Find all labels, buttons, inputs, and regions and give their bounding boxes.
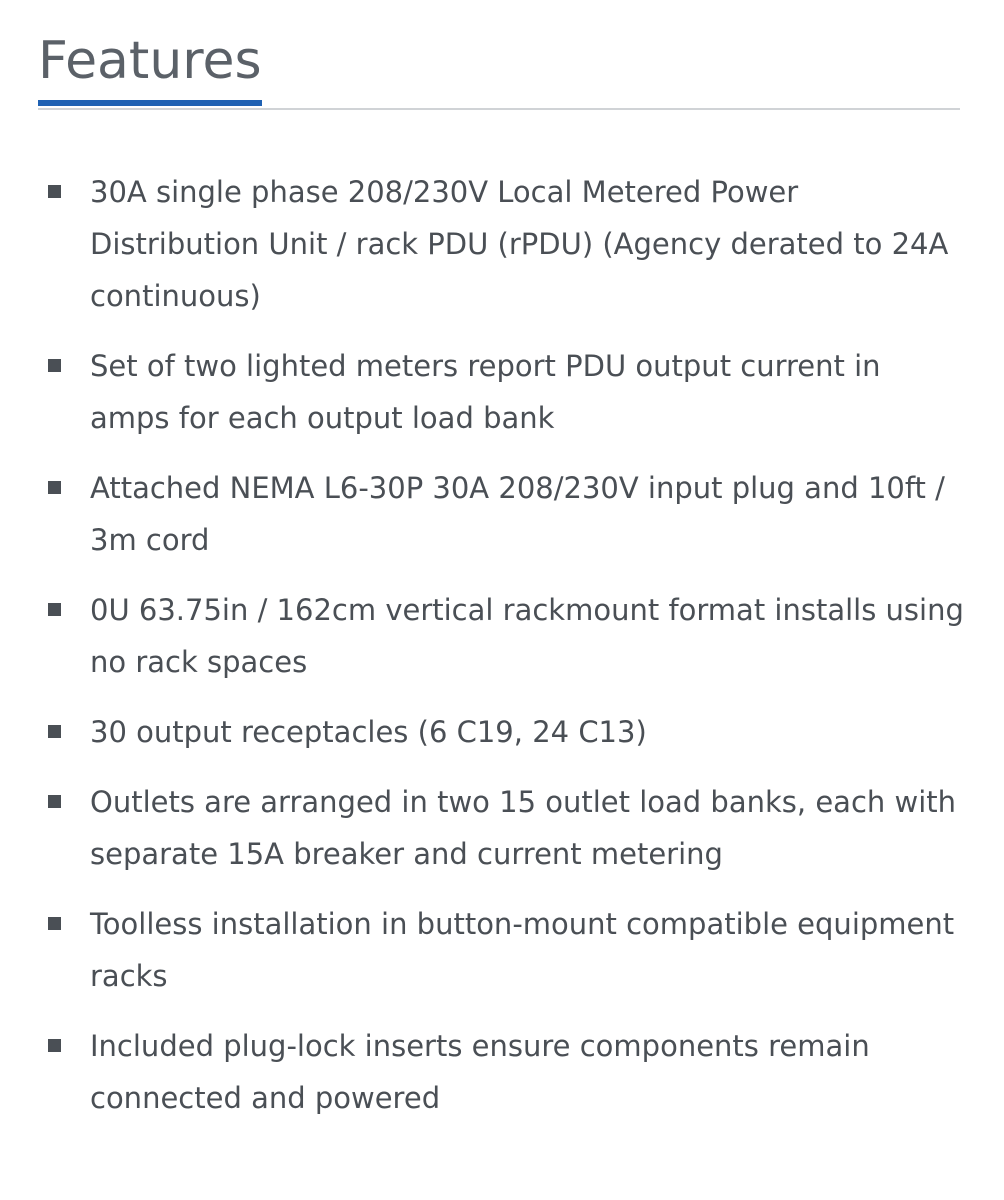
list-item [38,898,968,1002]
section-title: Features [38,28,262,106]
list-item [38,584,968,688]
bullet-icon [48,185,61,198]
bullet-icon [48,725,61,738]
item-text: Attached NEMA L6-30P 30A 208/230V input plug and 10ft / 3m cord [90,471,945,557]
bullet-icon [48,481,61,494]
item-text: 30A single phase 208/230V Local Metered Power Distribution Unit / rack PDU (rPDU) (Agency derated to 24A continuous) [90,175,949,313]
item-text: Outlets are arranged in two 15 outlet load banks, each with separate 15A breaker and current metering [90,785,957,871]
bullet-icon [48,795,61,808]
list-item [38,462,968,566]
bullet-icon [48,603,61,616]
item-text: 30 output receptacles (6 C19, 24 C13) [90,715,647,749]
section-header [38,28,960,110]
bullet-icon [48,917,61,930]
list-item [38,706,968,758]
features-list [38,166,968,1142]
item-text: 0U 63.75in / 162cm vertical rackmount format installs using no rack spaces [90,593,964,679]
item-text: Set of two lighted meters report PDU output current in amps for each output load bank [90,349,881,435]
bullet-icon [48,1039,61,1052]
list-item [38,340,968,444]
list-item [38,166,968,322]
list-item [38,1020,968,1124]
item-text: Toolless installation in button-mount compatible equipment racks [90,907,955,993]
list-item [38,776,968,880]
item-text: Included plug-lock inserts ensure components remain connected and powered [90,1029,870,1115]
bullet-icon [48,359,61,372]
